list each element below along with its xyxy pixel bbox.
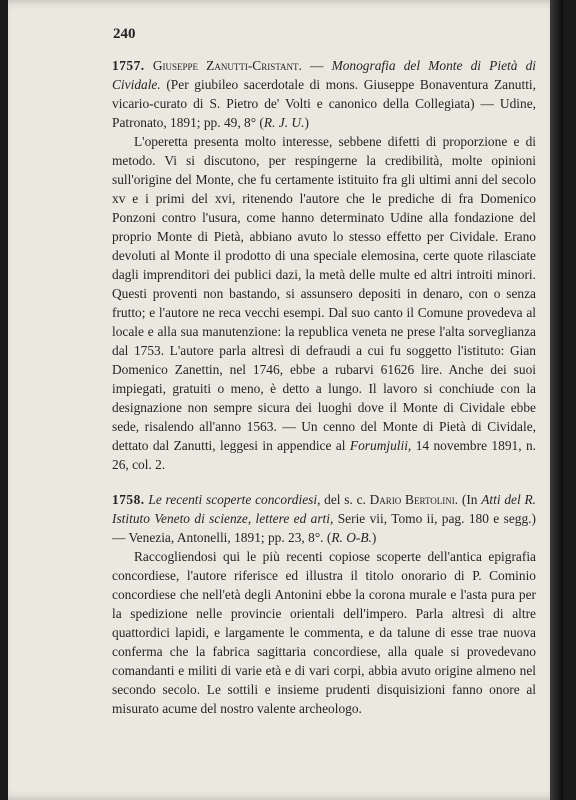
entry-title: Le recenti scoperte concordiesi, (148, 492, 321, 507)
entry-heading (112, 56, 536, 132)
abstract-text-end: 14 novembre 1891, n. 26, col. 2. (112, 438, 536, 472)
entry-journal: Atti del R. Istituto Veneto di scienze, lettere ed arti, (112, 492, 536, 526)
entry-dash: — (301, 58, 332, 73)
abstract-text: L'operetta presenta molto interesse, sebbene difetti di proporzione e di metodo. Vi si discutono, per respingerne la credibilità, molte opinioni sull'origine del Monte, che fu certamente istituito fra gli ultimi anni del secolo xv e i primi del xvi, ritenendo l'autore che le prediche di fra Domenico Ponzoni contro l'usura, come hanno determinato Udine alla fondazione del proprio Monte di Pietà, abbiano avuto lo stesso effetto per Cividale. Erano devoluti al Monte il prodotto di una speciale elemosina, certe quote rilasciate dagli imprenditori dei publici dazi, la metà delle multe ed altri introiti minori. Questi proventi non bastando, si assunsero depositi in denaro, con o senza frutto; e l'autore ne reca vecchi esempi. Dal suo canto il Comune provedeva al locale e alla sua manutenzione: la republica veneta ne prese l'alta sorveglianza dal 1753. L'autore parla altresì di defraudi a cui fu soggetto l'istituto: Gian Domenico Zanettin, nel 1746, ebbe a rubarvi 61626 lire. Anche dei suoi impiegati, gratuiti o meno, è detto a lungo. Il lavoro si conchiude con la designazione non sempre sicura dei luoghi dove il Monte di Cividale ebbe sede, risalendo all'anno 1563. — Un cenno del Monte di Pietà di Cividale, dettato dal Zanutti, leggesi in appendice al (112, 134, 536, 453)
abstract-italic: Forumjulii, (349, 438, 412, 453)
page-number: 240 (113, 26, 136, 42)
entry-citation-2: Serie vii, Tomo ii, pag. 180 e segg.) — Venezia, Antonelli, 1891; pp. 23, 8°. ( (112, 511, 536, 545)
page-text (112, 56, 536, 718)
bibliography-entry-1758 (112, 490, 536, 718)
entry-author: Dario Bertolini. (369, 492, 459, 507)
entry-author: Giuseppe Zanutti-Cristant. (152, 58, 302, 73)
entry-siglum: R. O-B. (331, 530, 372, 545)
entry-abstract (112, 132, 536, 474)
entry-number: 1757. (112, 58, 145, 73)
entry-number: 1758. (112, 492, 145, 507)
entry-citation: (In (458, 492, 482, 507)
entry-title: Monografia del Monte di Pietà di Cividale. (112, 58, 536, 92)
entry-abstract: Raccogliendosi qui le più recenti copiose scoperte dell'antica epigrafia concordiese, l'autore riferisce ed illustra il titolo onorario di P. Cominio concordiese che nell'età degli Antonini ebbe la corona murale e l'asta pura per la spedizione nelle provincie orientali dell'impero. Parla altresì di altre quattordici lapidi, e largamente le commenta, e da talune di esse trae nuova conferma che la fabrica sagittaria concordiese, alla quale si provedevano comandanti e militi di varie età e di vari corpi, abbia avuto origine almeno nel secondo secolo. Le sottili e insieme prudenti disquisizioni fanno onore al misurato acume del nostro valente archeologo. (112, 549, 536, 716)
entry-citation-end: ) (304, 115, 309, 130)
book-spine-shadow (550, 0, 563, 800)
entry-citation-end: ) (371, 530, 377, 545)
bibliography-entry-1757 (112, 56, 536, 474)
entry-heading (112, 490, 536, 547)
entry-citation: (Per giubileo sacerdotale di mons. Giuseppe Bonaventura Zanutti, vicario-curato di S. Pietro de' Volti e canonico della Collegiata) — Udine, Patronato, 1891; pp. 49, 8° ( (112, 77, 536, 130)
entry-siglum: R. J. U. (263, 115, 305, 130)
entry-by: del s. c. (320, 492, 370, 507)
book-page (8, 0, 563, 800)
